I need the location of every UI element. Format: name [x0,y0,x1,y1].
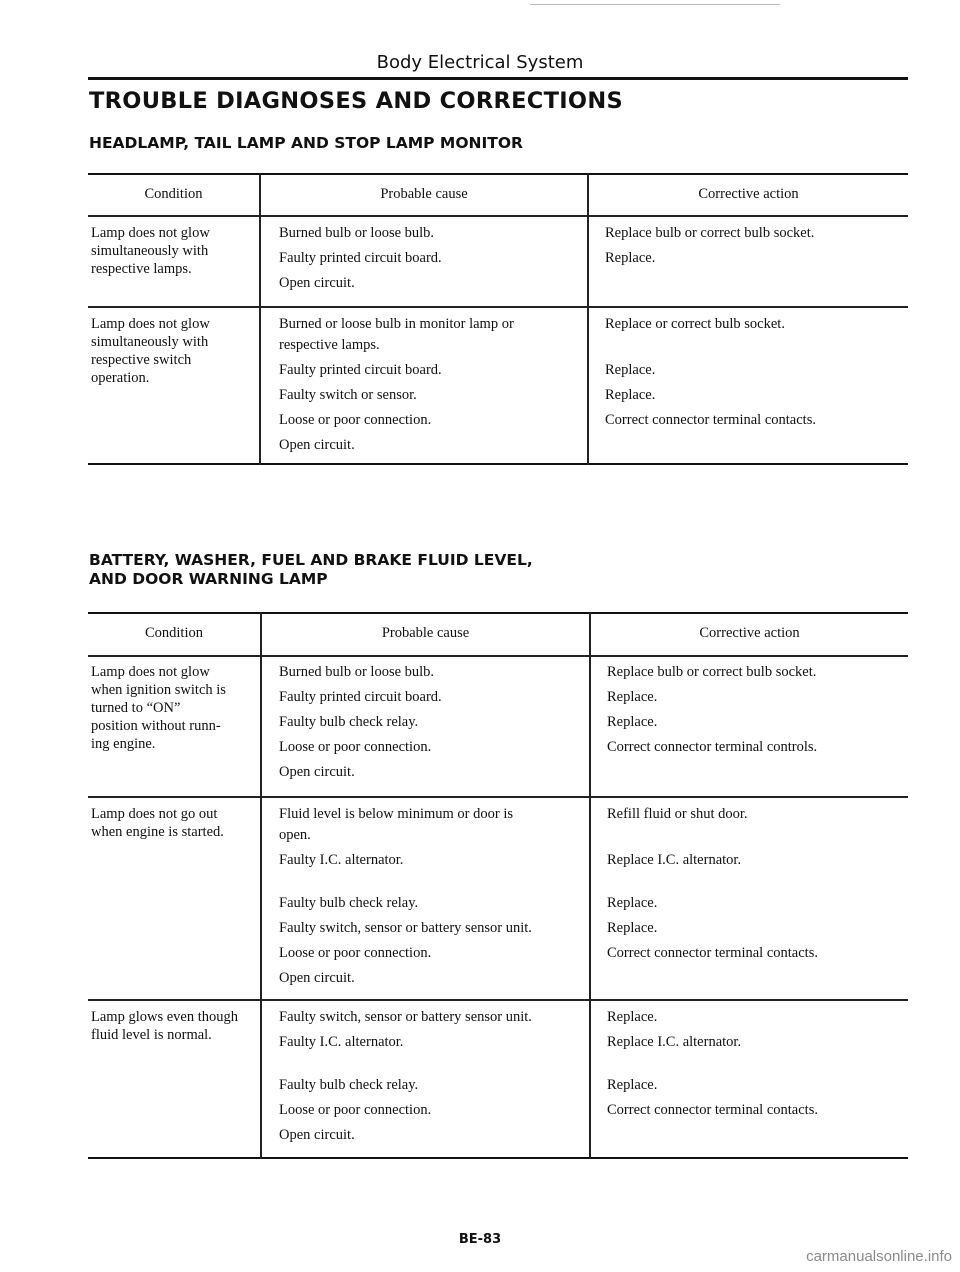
header-rule [88,77,908,80]
table-rule [88,173,908,175]
table-rule [88,306,908,308]
table-rule [88,796,908,798]
action-cell: Replace or correct bulb socket. Replace. Replace. Correct connector terminal contacts. [605,316,816,428]
watermark: carmanualsonline.info [806,1248,952,1265]
condition-cell: Lamp does not go out when engine is started. [91,806,224,840]
table-rule [88,215,908,217]
column-header-cause: Probable cause [380,186,468,202]
action-cell: Replace bulb or correct bulb socket. Replace. [605,225,815,266]
column-header-condition: Condition [144,625,203,641]
table-rule [88,463,908,465]
column-divider [587,173,589,465]
battery-section-title: BATTERY, WASHER, FUEL AND BRAKE FLUID LEVEL, AND DOOR WARNING LAMP [89,551,533,588]
column-divider [589,612,591,1159]
action-cell: Refill fluid or shut door. Replace I.C. alternator. Replace. Replace. Correct connector terminal contacts. [607,806,818,961]
cause-cell: Fluid level is below minimum or door is open. Faulty I.C. alternator. Faulty bulb check relay. Faulty switch, sensor or battery sensor unit. Loose or poor connection. Open circuit. [279,806,532,986]
headlamp-section-title: HEADLAMP, TAIL LAMP AND STOP LAMP MONITOR [89,134,523,152]
column-divider [260,612,262,1159]
scan-artifact-line [530,4,780,5]
cause-cell: Faulty switch, sensor or battery sensor unit. Faulty I.C. alternator. Faulty bulb check relay. Loose or poor connection. Open circuit. [279,1009,532,1143]
action-cell: Replace. Replace I.C. alternator. Replace. Correct connector terminal contacts. [607,1009,818,1118]
column-header-condition: Condition [144,186,203,202]
cause-cell: Burned bulb or loose bulb. Faulty printed circuit board. Open circuit. [279,225,442,291]
page-title: TROUBLE DIAGNOSES AND CORRECTIONS [89,88,623,114]
condition-cell: Lamp does not glow simultaneously with respective switch operation. [91,316,210,386]
page-number: BE-83 [458,1232,502,1247]
table-rule [88,999,908,1001]
table-rule [88,655,908,657]
section-header: Body Electrical System [376,52,584,73]
table-rule [88,1157,908,1159]
column-header-cause: Probable cause [381,625,470,641]
condition-cell: Lamp glows even though fluid level is normal. [91,1009,238,1043]
condition-cell: Lamp does not glow simultaneously with respective lamps. [91,225,210,277]
column-header-action: Corrective action [699,625,800,641]
condition-cell: Lamp does not glow when ignition switch is turned to “ON” position without runn- ing engine. [91,664,226,752]
table-rule [88,612,908,614]
column-divider [259,173,261,465]
cause-cell: Burned or loose bulb in monitor lamp or respective lamps. Faulty printed circuit board. Faulty switch or sensor. Loose or poor connection. Open circuit. [279,316,514,453]
column-header-action: Corrective action [698,186,799,202]
action-cell: Replace bulb or correct bulb socket. Replace. Replace. Correct connector terminal controls. [607,664,818,755]
cause-cell: Burned bulb or loose bulb. Faulty printed circuit board. Faulty bulb check relay. Loose or poor connection. Open circuit. [279,664,442,780]
